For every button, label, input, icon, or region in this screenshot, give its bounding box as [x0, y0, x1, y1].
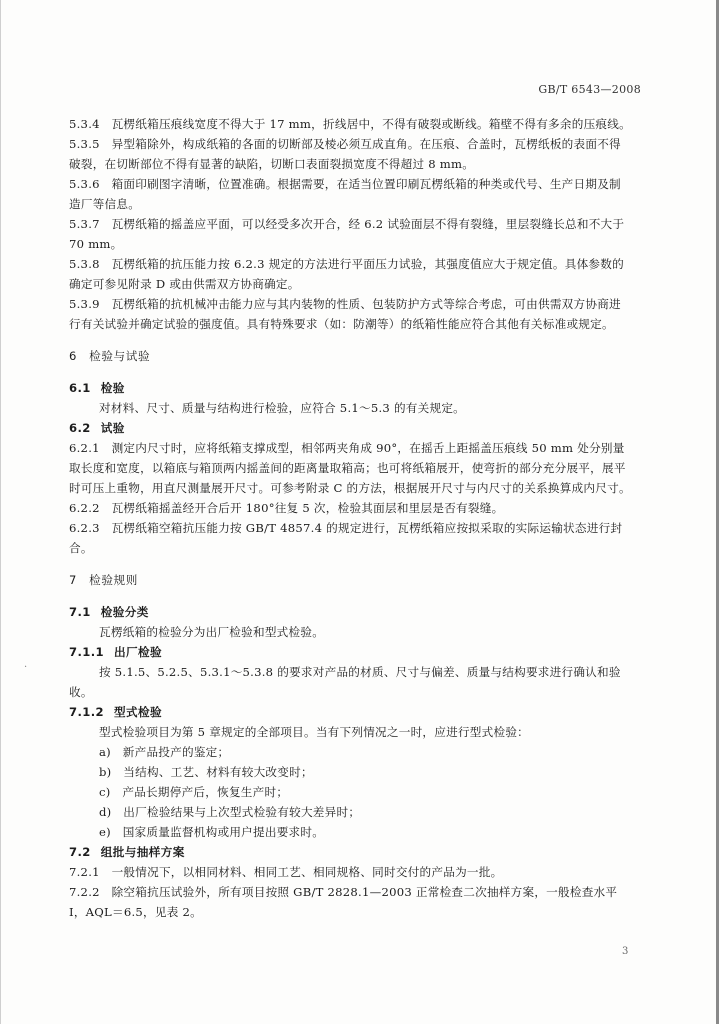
- standard-header: GB/T 6543—2008: [538, 83, 641, 96]
- clause-title: 检验: [100, 381, 125, 395]
- spacer: [69, 334, 631, 346]
- clause-paragraph: 6.2.3 瓦楞纸箱空箱抗压能力按 GB/T 4857.4 的规定进行，瓦楞纸箱应按拟采取的实际运输状态进行封合。: [69, 521, 623, 555]
- clause-paragraph: 5.3.5 异型箱除外，构成纸箱的各面的切断部及棱必须互成直角。在压痕、合盖时，瓦楞纸板的表面不得破裂，在切断部位不得有显著的缺陷，切断口表面裂损宽度不得超过 8 mm。: [69, 137, 621, 171]
- document-body: [69, 114, 631, 922]
- subsection-heading: [69, 418, 631, 438]
- subsection-heading: [69, 702, 631, 722]
- paragraph: 对材料、尺寸、质量与结构进行检验，应符合 5.1～5.3 的有关规定。: [99, 401, 466, 415]
- paragraph: 型式检验项目为第 5 章规定的全部项目。当有下列情况之一时，应进行型式检验：: [99, 725, 530, 739]
- clause-number: 6.2: [69, 421, 91, 435]
- subsection-heading: [69, 842, 631, 862]
- section-heading: 7 检验规则: [69, 573, 138, 587]
- paragraph: 瓦楞纸箱的检验分为出厂检验和型式检验。: [99, 625, 325, 639]
- paragraph: 按 5.1.5、5.2.5、5.3.1～5.3.8 的要求对产品的材质、尺寸与偏差、质量与结构要求进行确认和验收。: [69, 665, 621, 699]
- clause-number: 7.2: [69, 845, 91, 859]
- clause-title: 组批与抽样方案: [100, 845, 185, 859]
- list-item: e) 国家质量监督机构或用户提出要求时。: [99, 825, 325, 839]
- spacer: [69, 590, 631, 602]
- section-heading: 6 检验与试验: [69, 349, 151, 363]
- clause-number: 7.1.1: [69, 645, 105, 659]
- clause-number: 6.1: [69, 381, 91, 395]
- scan-left-edge: [0, 0, 1, 1024]
- clause-number: 7.1.2: [69, 705, 105, 719]
- page-number: 3: [622, 946, 629, 957]
- subsection-heading: [69, 378, 631, 398]
- clause-paragraph: 5.3.7 瓦楞纸箱的摇盖应平面，可以经受多次开合，经 6.2 试验面层不得有裂缝，里层裂缝长总和不大于 70 mm。: [69, 217, 625, 251]
- clause-paragraph: 7.2.2 除空箱抗压试验外，所有项目按照 GB/T 2828.1—2003 正常检查二次抽样方案，一般检查水平Ⅰ，AQL＝6.5，见表 2。: [69, 885, 618, 919]
- subsection-heading: [69, 642, 631, 662]
- clause-title: 试验: [100, 421, 125, 435]
- subsection-heading: [69, 602, 631, 622]
- spacer: [69, 366, 631, 378]
- clause-paragraph: 5.3.8 瓦楞纸箱的抗压能力按 6.2.3 规定的方法进行平面压力试验，其强度值应大于规定值。具体参数的确定可参见附录 D 或由供需双方协商确定。: [69, 257, 624, 291]
- list-item: d) 出厂检验结果与上次型式检验有较大差异时；: [99, 805, 361, 819]
- clause-paragraph: 6.2.1 测定内尺寸时，应将纸箱支撑成型，相邻两夹角成 90°，在摇舌上距摇盖压痕线 50 mm 处分别量取长度和宽度，以箱底与箱顶两内摇盖间的距离量取箱高；也可将纸箱展开，使弯折的部分充分展平，展平时可压上重物，用直尺测量展开尺寸。可参考附录 C 的方法，根据展开尺寸与内尺寸的关系换算成内尺寸。: [69, 441, 631, 495]
- clause-paragraph: 5.3.4 瓦楞纸箱压痕线宽度不得大于 17 mm，折线居中，不得有破裂或断线。箱壁不得有多余的压痕线。: [69, 117, 631, 131]
- clause-paragraph: 5.3.9 瓦楞纸箱的抗机械冲击能力应与其内装物的性质、包装防护方式等综合考虑，可由供需双方协商进行有关试验并确定试验的强度值。具有特殊要求（如：防潮等）的纸箱性能应符合其他有关标准或规定。: [69, 297, 621, 331]
- spacer: [69, 558, 631, 570]
- scan-speck: ·: [24, 662, 28, 673]
- list-item: a) 新产品投产的鉴定；: [99, 745, 230, 759]
- clause-number: 7.1: [69, 605, 91, 619]
- clause-title: 型式检验: [114, 705, 162, 719]
- clause-title: 检验分类: [100, 605, 149, 619]
- list-item: c) 产品长期停产后，恢复生产时；: [99, 785, 289, 799]
- list-item: b) 当结构、工艺、材料有较大改变时；: [99, 765, 313, 779]
- clause-paragraph: 7.2.1 一般情况下，以相同材料、相同工艺、相同规格、同时交付的产品为一批。: [69, 865, 503, 879]
- clause-title: 出厂检验: [114, 645, 162, 659]
- clause-paragraph: 5.3.6 箱面印刷图字清晰，位置准确。根据需要，在适当位置印刷瓦楞纸箱的种类或代号、生产日期及制造厂等信息。: [69, 177, 621, 211]
- clause-paragraph: 6.2.2 瓦楞纸箱摇盖经开合后开 180°往复 5 次，检验其面层和里层是否有裂缝。: [69, 501, 504, 515]
